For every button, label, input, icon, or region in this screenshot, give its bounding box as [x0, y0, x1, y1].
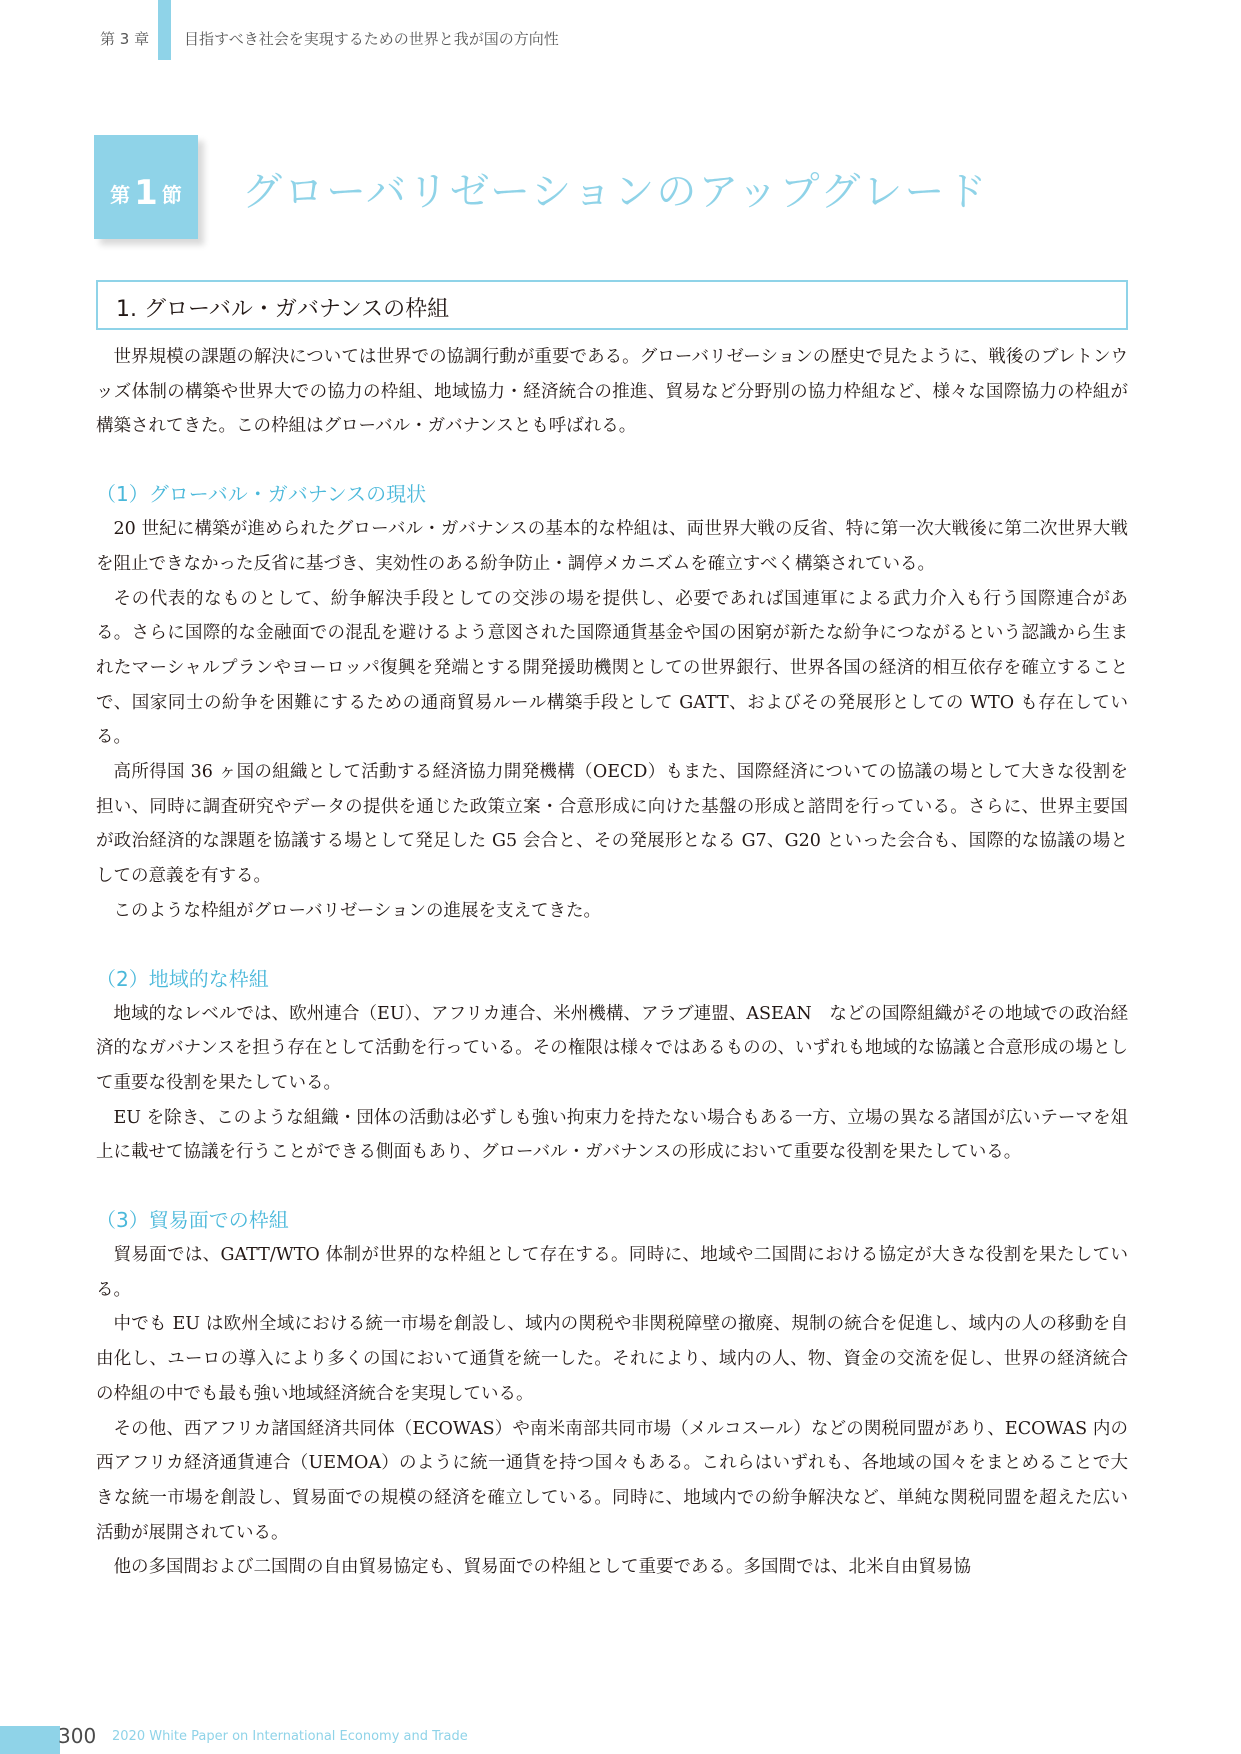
paragraph: その他、西アフリカ諸国経済共同体（ECOWAS）や南米南部共同市場（メルコスール）などの関税同盟があり、ECOWAS 内の西アフリカ経済通貨連合（UEMOA）のように統一通貨を持つ国々もある。これらはいずれも、各地域の国々をまとめることで大きな統一市場を創設し、貿易面での規模の経済を確立している。同時に、地域内での紛争解決など、単純な関税同盟を超えた広い活動が展開されている。	[96, 1418, 1128, 1543]
paragraph: 中でも EU は欧州全域における統一市場を創設し、域内の関税や非関税障壁の撤廃、規制の統合を促進し、域内の人の移動を自由化し、ユーロの導入により多くの国において通貨を統一した。それにより、域内の人、物、資金の交流を促し、世界の経済統合の枠組の中でも最も強い地域経済統合を実現している。	[96, 1314, 1128, 1404]
subheading-2: （2）地域的な枠組	[96, 966, 269, 991]
section-label	[94, 171, 198, 211]
paragraph: EU を除き、このような組織・団体の活動は必ずしも強い拘束力を持たない場合もある一方、立場の異なる諸国が広いテーマを俎上に載せて協議を行うことができる側面もあり、グローバル・ガバナンスの形成において重要な役割を果たしている。	[96, 1107, 1128, 1163]
intro-paragraph: 世界規模の課題の解決については世界での協調行動が重要である。グローバリゼーションの歴史で見たように、戦後のブレトンウッズ体制の構築や世界大での協力の枠組、地域協力・経済統合の推進、貿易など分野別の協力枠組など、様々な国際協力の枠組が構築されてきた。この枠組はグローバル・ガバナンスとも呼ばれる。	[96, 347, 1128, 437]
section-number: 1	[134, 173, 158, 213]
running-header	[0, 0, 1241, 80]
paragraph: その代表的なものとして、紛争解決手段としての交渉の場を提供し、必要であれば国連軍による武力介入も行う国際連合がある。さらに国際的な金融面での混乱を避けるよう意図された国際通貨基金や国の困窮が新たな紛争につながるという認識から生まれたマーシャルプランやヨーロッパ復興を発端とする開発援助機関としての世界銀行、世界各国の経済的相互依存を確立することで、国家同士の紛争を困難にするための通商貿易ルール構築手段として GATT、およびその発展形としての WTO も存在している。	[96, 588, 1128, 748]
subheading-1: （1）グローバル・ガバナンスの現状	[96, 482, 427, 507]
chapter-subtitle: 目指すべき社会を実現するための世界と我が国の方向性	[184, 30, 559, 48]
heading-box	[96, 280, 1128, 330]
body-content	[96, 340, 1128, 1585]
paragraph: 他の多国間および二国間の自由貿易協定も、貿易面での枠組として重要である。多国間では、北米自由貿易協	[113, 1557, 971, 1578]
paragraph: 貿易面では、GATT/WTO 体制が世界的な枠組として存在する。同時に、地域や二国間における協定が大きな役割を果たしている。	[96, 1245, 1128, 1300]
subheading-3: （3）貿易面での枠組	[96, 1208, 289, 1233]
footer-accent-bar	[0, 1726, 60, 1754]
section-badge	[94, 135, 198, 239]
paragraph: このような枠組がグローバリゼーションの進展を支えてきた。	[113, 900, 602, 921]
paragraph: 20 世紀に構築が進められたグローバル・ガバナンスの基本的な枠組は、両世界大戦の反省、特に第一次大戦後に第二次世界大戦を阻止できなかった反省に基づき、実効性のある紛争防止・調停メカニズムを確立すべく構築されている。	[96, 519, 1128, 574]
section-prefix: 第	[110, 183, 131, 207]
header-accent-bar	[158, 0, 171, 60]
paragraph: 地域的なレベルでは、欧州連合（EU）、アフリカ連合、米州機構、アラブ連盟、ASEAN などの国際組織がその地域での政治経済的なガバナンスを担う存在として活動を行っている。その権限は様々ではあるものの、いずれも地域的な協議と合意形成の場として重要な役割を果たしている。	[96, 1003, 1128, 1093]
section-title: グローバリゼーションのアップグレード	[242, 169, 989, 215]
footer-title: 2020 White Paper on International Economy and Trade	[112, 1729, 468, 1744]
chapter-label: 第 3 章	[100, 30, 150, 48]
section-suffix: 節	[161, 183, 182, 207]
paragraph: 高所得国 36 ヶ国の組織として活動する経済協力開発機構（OECD）もまた、国際経済についての協議の場として大きな役割を担い、同時に調査研究やデータの提供を通じた政策立案・合意形成に向けた基盤の形成と諮問を行っている。さらに、世界主要国が政治経済的な課題を協議する場として発足した G5 会合と、その発展形となる G7、G20 といった会合も、国際的な協議の場としての意義を有する。	[96, 762, 1128, 887]
page-number: 300	[58, 1724, 97, 1748]
heading-1: 1. グローバル・ガバナンスの枠組	[116, 297, 450, 322]
